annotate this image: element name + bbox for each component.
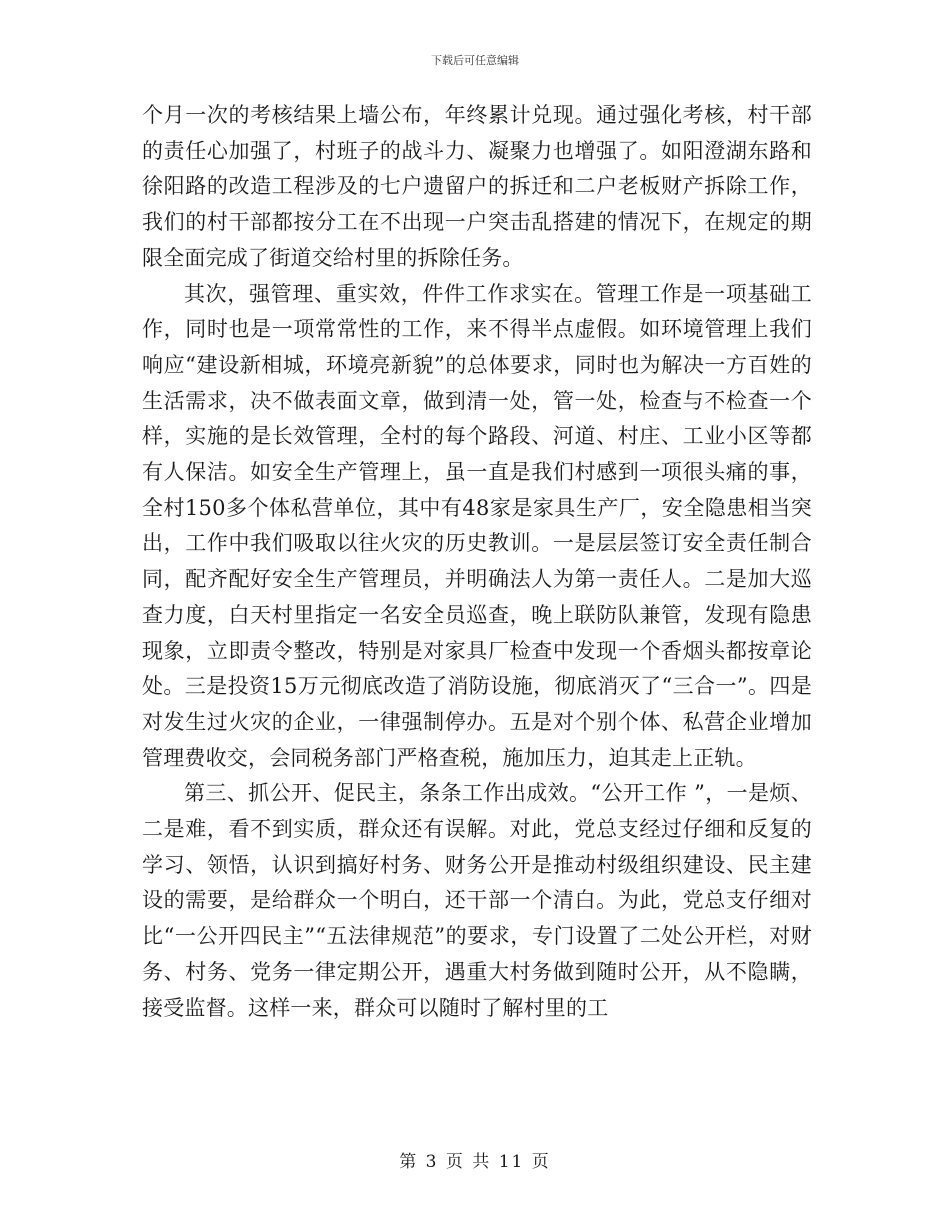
page-header: 下载后可任意编辑 xyxy=(431,54,519,67)
paragraph-3: 第三、抓公开、促民主，条条工作出成效。“公开工作 ”，一是烦、二是难，看不到实质，群众还有误解。对此，党总支经过仔细和反复的学习、领悟，认识到搞好村务、财务公开是推动村级组织建设、民主建设的需要，是给群众一个明白，还干部一个清白。为此，党总支仔细对比“一公开四民主”“五法律规范”的要求，专门设置了二处公开栏，对财务、村务、党务一律定期公开，遇重大村务做到随时公开，从不隐瞒，接受监督。这样一来，群众可以随时了解村里的工 xyxy=(142,781,812,1020)
page-footer-page-number: 第 3 页 共 11 页 xyxy=(399,1152,551,1172)
document-body xyxy=(142,98,812,1026)
paragraph-1: 个月一次的考核结果上墙公布，年终累计兑现。通过强化考核，村干部的责任心加强了，村班子的战斗力、凝聚力也增强了。如阳澄湖东路和徐阳路的改造工程涉及的七户遗留户的拆迁和二户老板财产拆除工作，我们的村干部都按分工在不出现一户突击乱搭建的情况下，在规定的期限全面完成了街道交给村里的拆除任务。 xyxy=(142,103,812,270)
paragraph-2: 其次，强管理、重实效，件件工作求实在。管理工作是一项基础工作，同时也是一项常常性的工作，来不得半点虚假。如环境管理上我们响应“建设新相城，环境亮新貌”的总体要求，同时也为解决一方百姓的生活需求，决不做表面文章，做到清一处，管一处，检查与不检查一个样，实施的是长效管理，全村的每个路段、河道、村庄、工业小区等都有人保洁。如安全生产管理上，虽一直是我们村感到一项很头痛的事，全村150多个体私营单位，其中有48家是家具生产厂，安全隐患相当突出，工作中我们吸取以往火灾的历史教训。一是层层签订安全责任制合同，配齐配好安全生产管理员，并明确法人为第一责任人。二是加大巡查力度，白天村里指定一名安全员巡查，晚上联防队兼管，发现有隐患现象，立即责令整改，特别是对家具厂检查中发现一个香烟头都按章论处。三是投资15万元彻底改造了消防设施，彻底消灭了“三合一”。四是对发生过火灾的企业，一律强制停办。五是对个别个体、私营企业增加管理费收交，会同税务部门严格查税，施加压力，迫其走上正轨。 xyxy=(142,281,812,770)
